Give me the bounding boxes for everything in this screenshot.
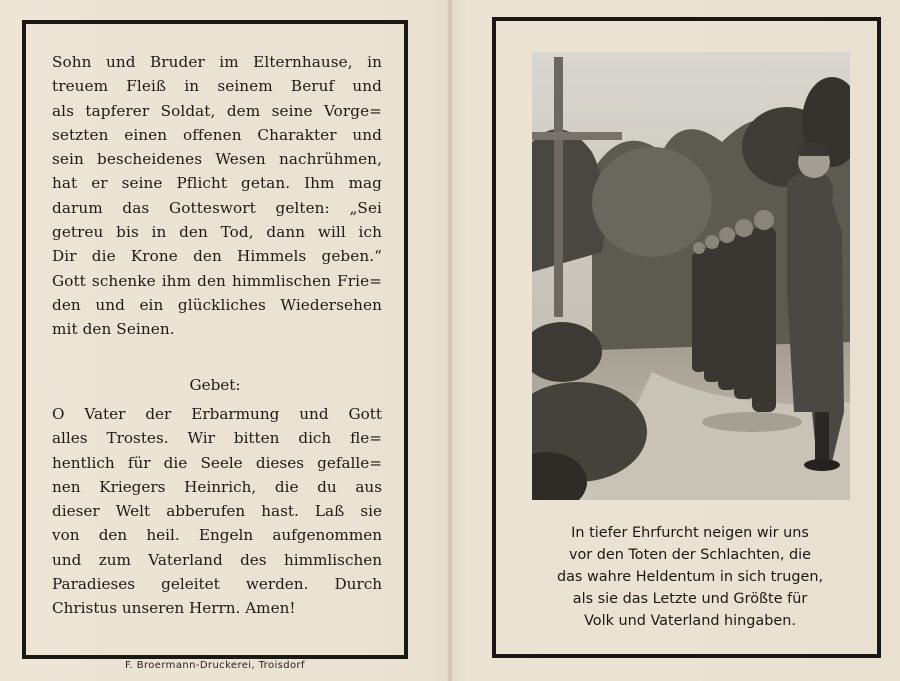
memorial-text: [52, 50, 382, 342]
text-line: darum das Gotteswort gelten: „Sei: [52, 198, 382, 217]
text-line: setzten einen offenen Charakter und: [52, 125, 382, 144]
caption-line: als sie das Letzte und Größte für: [572, 591, 808, 607]
prayer-line: und zum Vaterland des himmlischen: [52, 550, 382, 569]
text-line: sein bescheidenes Wesen nachrühmen,: [52, 150, 382, 169]
photo-caption: [534, 522, 846, 632]
caption-line: Volk und Vaterland hingaben.: [584, 613, 796, 629]
text-line: hat er seine Pflicht getan. Ihm mag: [52, 174, 382, 193]
text-line: treuem Fleiß in seinem Beruf und: [52, 77, 382, 96]
caption-line: In tiefer Ehrfurcht neigen wir uns: [571, 525, 809, 541]
right-page-border: [492, 17, 881, 658]
prayer-line: O Vater der Erbarmung und Gott: [52, 405, 382, 423]
prayer-line: nen Kriegers Heinrich, die du aus: [52, 477, 382, 496]
text-line: mit den Seinen.: [52, 320, 175, 339]
prayer-line: Christus unseren Herrn. Amen!: [52, 599, 296, 618]
text-line: getreu bis in den Tod, dann will ich: [52, 223, 382, 242]
prayer-line: dieser Welt abberufen hast. Laß sie: [52, 502, 382, 521]
prayer-line: von den heil. Engeln aufgenommen: [52, 526, 382, 545]
prayer-line: hentlich für die Seele dieses gefalle=: [52, 453, 382, 472]
text-line: Dir die Krone den Himmels geben.“: [52, 247, 382, 266]
memorial-photo: [532, 52, 850, 500]
caption-line: das wahre Heldentum in sich trugen,: [556, 569, 824, 585]
text-line: Gott schenke ihm den himmlischen Frie=: [52, 271, 382, 290]
prayer-line: alles Trostes. Wir bitten dich fle=: [52, 429, 382, 448]
prayer-heading: Gebet:: [189, 376, 241, 394]
prayer-text: [52, 402, 382, 621]
left-page-border: [22, 20, 408, 659]
caption-line: vor den Toten der Schlachten, die: [568, 547, 812, 563]
printer-imprint: F. Broermann-Druckerei, Troisdorf: [125, 660, 305, 671]
prayer-line: Paradieses geleitet werden. Durch: [52, 575, 382, 594]
card-fold: [447, 0, 453, 681]
soldiers-at-grave-photo: [532, 52, 850, 500]
text-line: Sohn und Bruder im Elternhause, in: [52, 53, 382, 71]
text-line: als tapferer Soldat, dem seine Vorge=: [52, 101, 382, 120]
text-line: den und ein glückliches Wiedersehen: [52, 295, 382, 314]
